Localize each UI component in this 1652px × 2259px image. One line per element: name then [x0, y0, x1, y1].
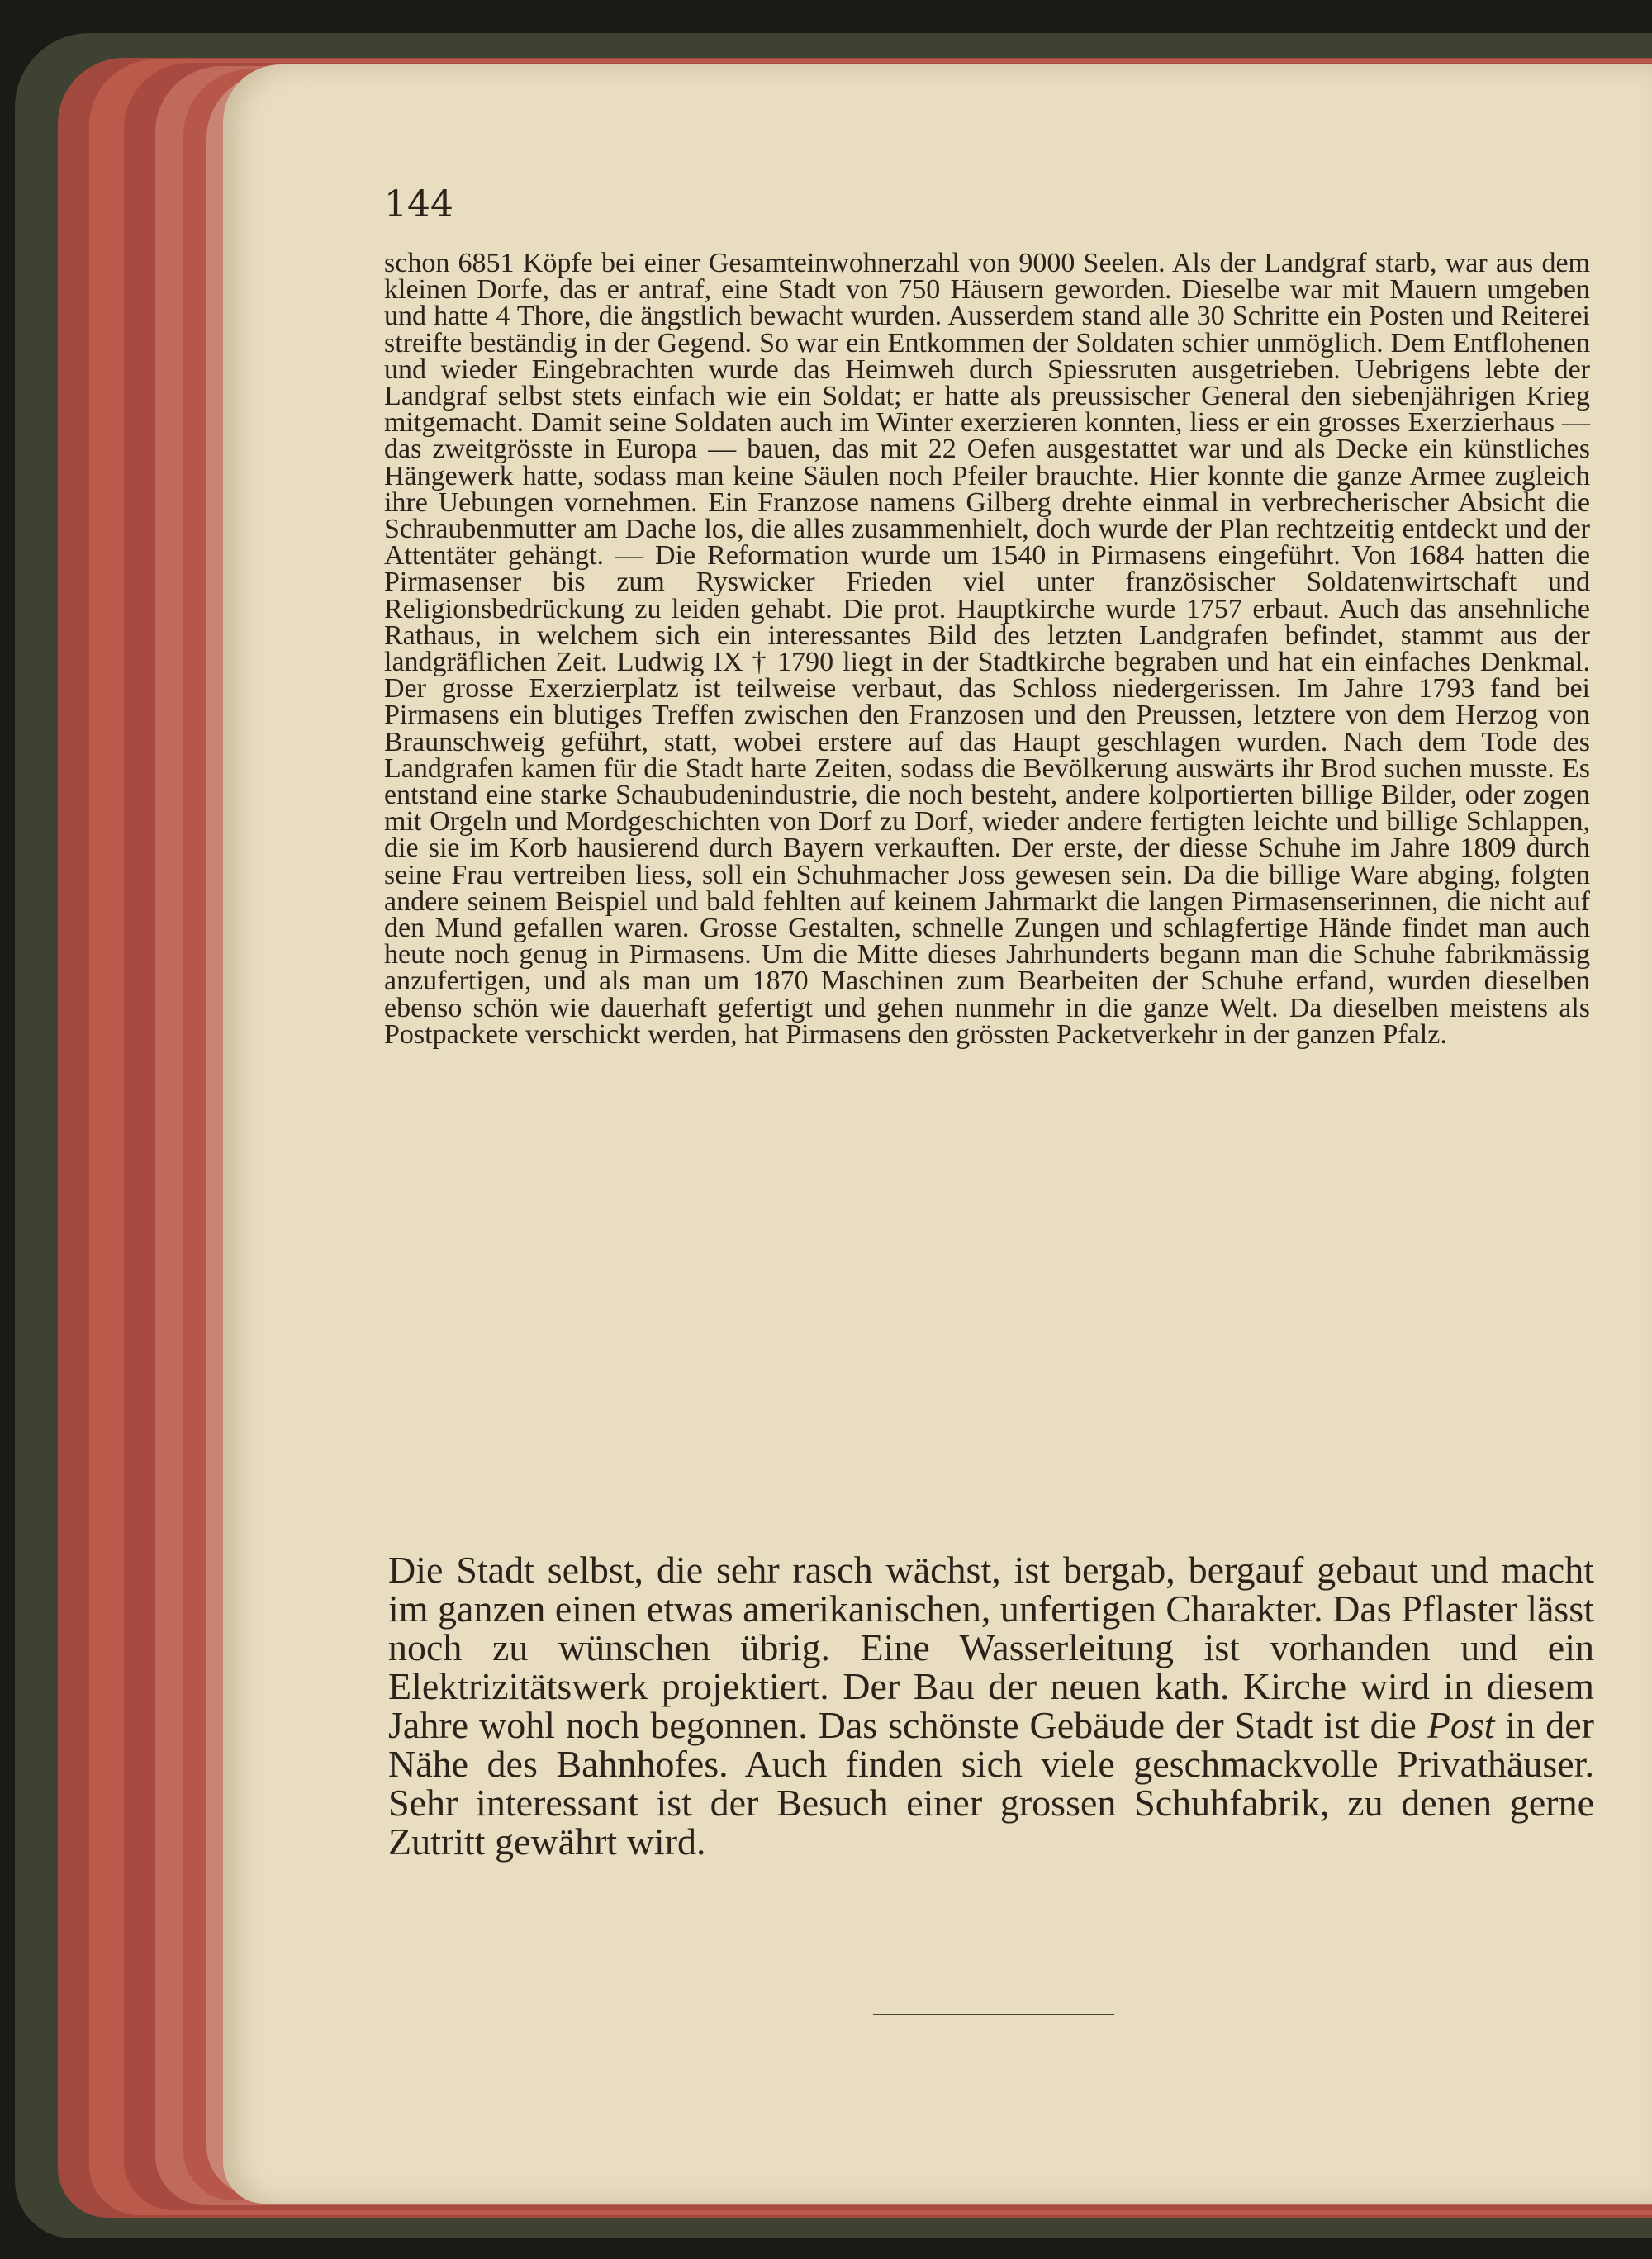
small-print-paragraph: schon 6851 Köpfe bei einer Gesamteinwohnerzahl von 9000 Seelen. Als der Landgraf starb, war aus dem kleinen Dorfe, das er antraf, eine Stadt von 750 Häusern geworden. Dieselbe war mit Mauern umgeben und hatte 4 Thore, die ängstlich bewacht wurden. Ausserdem stand alle 30 Schritte ein Posten und Reiterei streifte beständig in der Gegend. So war ein Entkommen der Soldaten schier unmöglich. Dem Entflohenen und wieder Eingebrachten wurde das Heimweh durch Spiessruten ausgetrieben. Uebrigens lebte der Landgraf selbst stets einfach wie ein Soldat; er hatte als preussischer General den siebenjährigen Krieg mitgemacht. Damit seine Soldaten auch im Winter exerzieren konnten, liess er ein grosses Exerzierhaus — das zweitgrösste in Europa — bauen, das mit 22 Oefen ausgestattet war und als Decke ein künstliches Hängewerk hatte, sodass man keine Säulen noch Pfeiler brauchte. Hier konnte die ganze Armee zugleich ihre Uebungen vornehmen. Ein Franzose namens Gilberg drehte einmal in verbrecherischer Absicht die Schraubenmutter am Dache los, die alles zusammenhielt, doch wurde der Plan rechtzeitig entdeckt und der Attentäter gehängt. — Die Reformation wurde um 1540 in Pirmasens eingeführt. Von 1684 hatten die Pirmasenser bis zum Ryswicker Frieden viel unter französischer Soldatenwirtschaft und Religionsbedrückung zu leiden gehabt. Die prot. Hauptkirche wurde 1757 erbaut. Auch das ansehnliche Rathaus, in welchem sich ein interessantes Bild des letzten Landgrafen befindet, stammt aus der landgräflichen Zeit. Ludwig IX † 1790 liegt in der Stadtkirche begraben und hat ein einfaches Denkmal. Der grosse Exerzierplatz ist teilweise verbaut, das Schloss niedergerissen. Im Jahre 1793 fand bei Pirmasens ein blutiges Treffen zwischen den Franzosen und den Preussen, letztere von dem Herzog von Braunschweig geführt, statt, wobei erstere auf das Haupt geschlagen wurden. Nach dem Tode des Landgrafen kamen für die Stadt harte Zeiten, sodass die Bevölkerung auswärts ihr Brod suchen musste. Es entstand eine starke Schaubudenindustrie, die noch besteht, andere kolportierten billige Bilder, oder zogen mit Orgeln und Mordgeschichten von Dorf zu Dorf, wieder andere fertigten leichte und billige Schlappen, die sie im Korb hausierend durch Bayern verkauften. Der erste, der diesse Schuhe im Jahre 1809 durch seine Frau vertreiben liess, soll ein Schuhmacher Joss gewesen sein. Da die billige Ware abging, folgten andere seinem Beispiel und bald fehlten auf keinem Jahrmarkt die langen Pirmasenserinnen, die nicht auf den Mund gefallen waren. Grosse Gestalten, schnelle Zungen und schlagfertige Hände findet man auch heute noch genug in Pirmasens. Um die Mitte dieses Jahrhunderts begann man die Schuhe fabrikmässig anzufertigen, und als man um 1870 Maschinen zum Bearbeiten der Schuhe erfand, wurden dieselben ebenso schön wie dauerhaft gefertigt und gehen nunmehr in die ganze Welt. Da dieselben meistens als Postpackete verschickt werden, hat Pirmasens den grössten Packetverkehr in der ganzen Pfalz.: [384, 248, 1590, 1050]
main-paragraph: [388, 1550, 1594, 1861]
page-number: 144: [384, 183, 453, 225]
paragraph-text: in der Nähe des Bahnhofes. Auch finden sich viele geschmackvolle Privathäuser. Sehr interessant ist der Besuch einer grossen Schuhfabrik, zu denen gerne Zutritt gewährt wird.: [388, 1704, 1595, 1863]
paragraph-text: Die Stadt selbst, die sehr rasch wächst, ist bergab, bergauf gebaut und macht im ganzen einen etwas amerikanischen, unfertigen Charakter. Das Pflaster lässt noch zu wünschen übrig. Eine Wasserleitung ist vorhanden und ein Elektrizitätswerk projektiert. Der Bau der neuen kath. Kirche wird in diesem Jahre wohl noch begonnen. Das schönste Gebäude der Stadt ist die: [388, 1549, 1594, 1746]
section-divider: [873, 2014, 1114, 2015]
italic-word: Post: [1427, 1704, 1495, 1746]
